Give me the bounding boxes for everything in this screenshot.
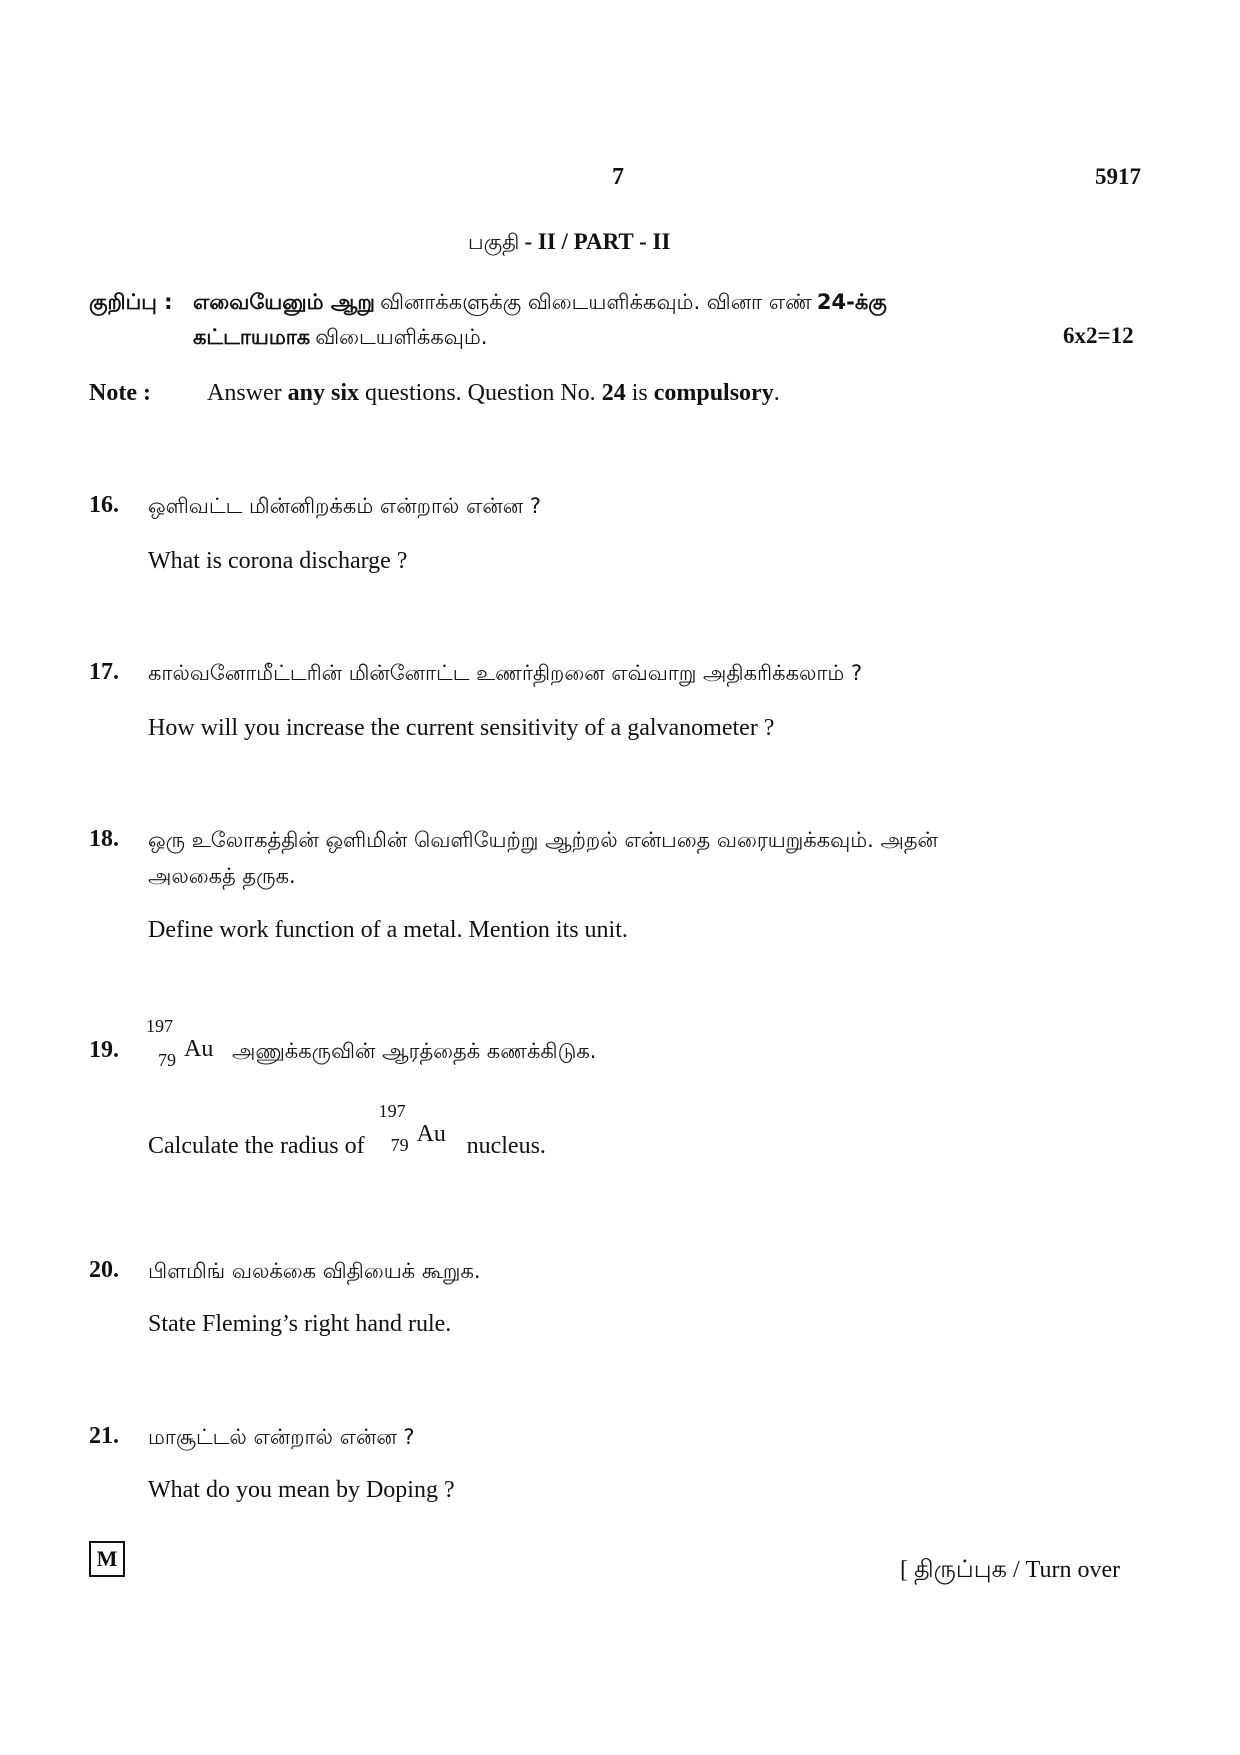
question-ta: மாசூட்டல் என்றால் என்ன ? <box>148 1425 415 1449</box>
question-en-pre: Calculate the radius of <box>148 1133 365 1159</box>
question-en: Define work function of a metal. Mention its unit. <box>148 917 628 943</box>
question-ta: அணுக்கருவின் ஆரத்தைக் கணக்கிடுக. <box>232 1039 597 1063</box>
note-ta-label: குறிப்பு : <box>89 290 173 314</box>
note-en-b1: any six <box>287 380 360 406</box>
question-number: 18. <box>89 826 119 852</box>
note-en-t3: is <box>631 380 648 406</box>
note-en-text <box>207 380 780 407</box>
question-en: How will you increase the current sensitivity of a galvanometer ? <box>148 715 775 741</box>
turn-over: [ திருப்புக / Turn over <box>900 1557 1121 1583</box>
mass-number: 197 <box>378 1101 406 1121</box>
question-ta: கால்வனோமீட்டரின் மின்னோட்ட உணர்திறனை எவ்வாறு அதிகரிக்கலாம் ? <box>148 661 863 685</box>
atomic-number: 79 <box>158 1050 176 1070</box>
question-ta: பிளமிங் வலக்கை விதியைக் கூறுக. <box>148 1259 481 1283</box>
question-number: 16. <box>89 492 119 518</box>
element-symbol: Au <box>184 1036 214 1062</box>
question-number: 21. <box>89 1423 119 1449</box>
question-en: State Fleming’s right hand rule. <box>148 1311 452 1337</box>
marks: 6x2=12 <box>1063 323 1134 348</box>
question-number: 19. <box>89 1037 119 1063</box>
nuclide-symbol <box>144 1016 214 1072</box>
note-en-b2: 24 <box>601 380 626 406</box>
note-ta-line2-bold: கட்டாயமாக <box>193 325 311 349</box>
note-en-t4: . <box>773 380 780 406</box>
question-en: What is corona discharge ? <box>148 548 408 574</box>
element-symbol: Au <box>416 1121 446 1147</box>
question-en-post: nucleus. <box>466 1133 546 1159</box>
atomic-number: 79 <box>390 1135 409 1155</box>
question-ta: ஒளிவட்ட மின்னிறக்கம் என்றால் என்ன ? <box>148 494 541 518</box>
note-ta-line1-num: 24-க்கு <box>816 290 887 314</box>
page-number: 7 <box>612 164 624 190</box>
question-ta-line2: அலகைத் தருக. <box>148 864 296 888</box>
question-en <box>148 1101 546 1160</box>
mass-number: 197 <box>146 1016 173 1036</box>
nuclide-symbol <box>377 1101 446 1155</box>
paper-code: 5917 <box>1095 164 1141 189</box>
question-ta: ஒரு உலோகத்தின் ஒளிமின் வெளியேற்று ஆற்றல் என்பதை வரையறுக்கவும். அதன் <box>148 828 938 852</box>
medium-box: M <box>89 1541 125 1577</box>
part-title-ta: பகுதி <box>468 230 520 254</box>
note-en-label: Note : <box>89 380 151 406</box>
note-ta-line2-rest: விடையளிக்கவும். <box>315 325 488 349</box>
note-en-b3: compulsory <box>653 380 774 406</box>
note-ta-line1 <box>193 290 887 317</box>
part-title-en: - II / PART - II <box>524 229 671 254</box>
note-en-t1: Answer <box>207 380 282 406</box>
question-en: What do you mean by Doping ? <box>148 1477 455 1503</box>
part-title <box>468 229 670 257</box>
note-ta-line1-bold: எவையேனும் ஆறு <box>193 290 375 314</box>
note-en-t2: questions. Question No. <box>365 380 596 406</box>
note-ta-line1-rest: வினாக்களுக்கு விடையளிக்கவும். வினா எண் <box>380 290 812 314</box>
question-number: 20. <box>89 1257 119 1283</box>
note-ta-line2 <box>193 325 487 352</box>
question-number: 17. <box>89 659 119 685</box>
